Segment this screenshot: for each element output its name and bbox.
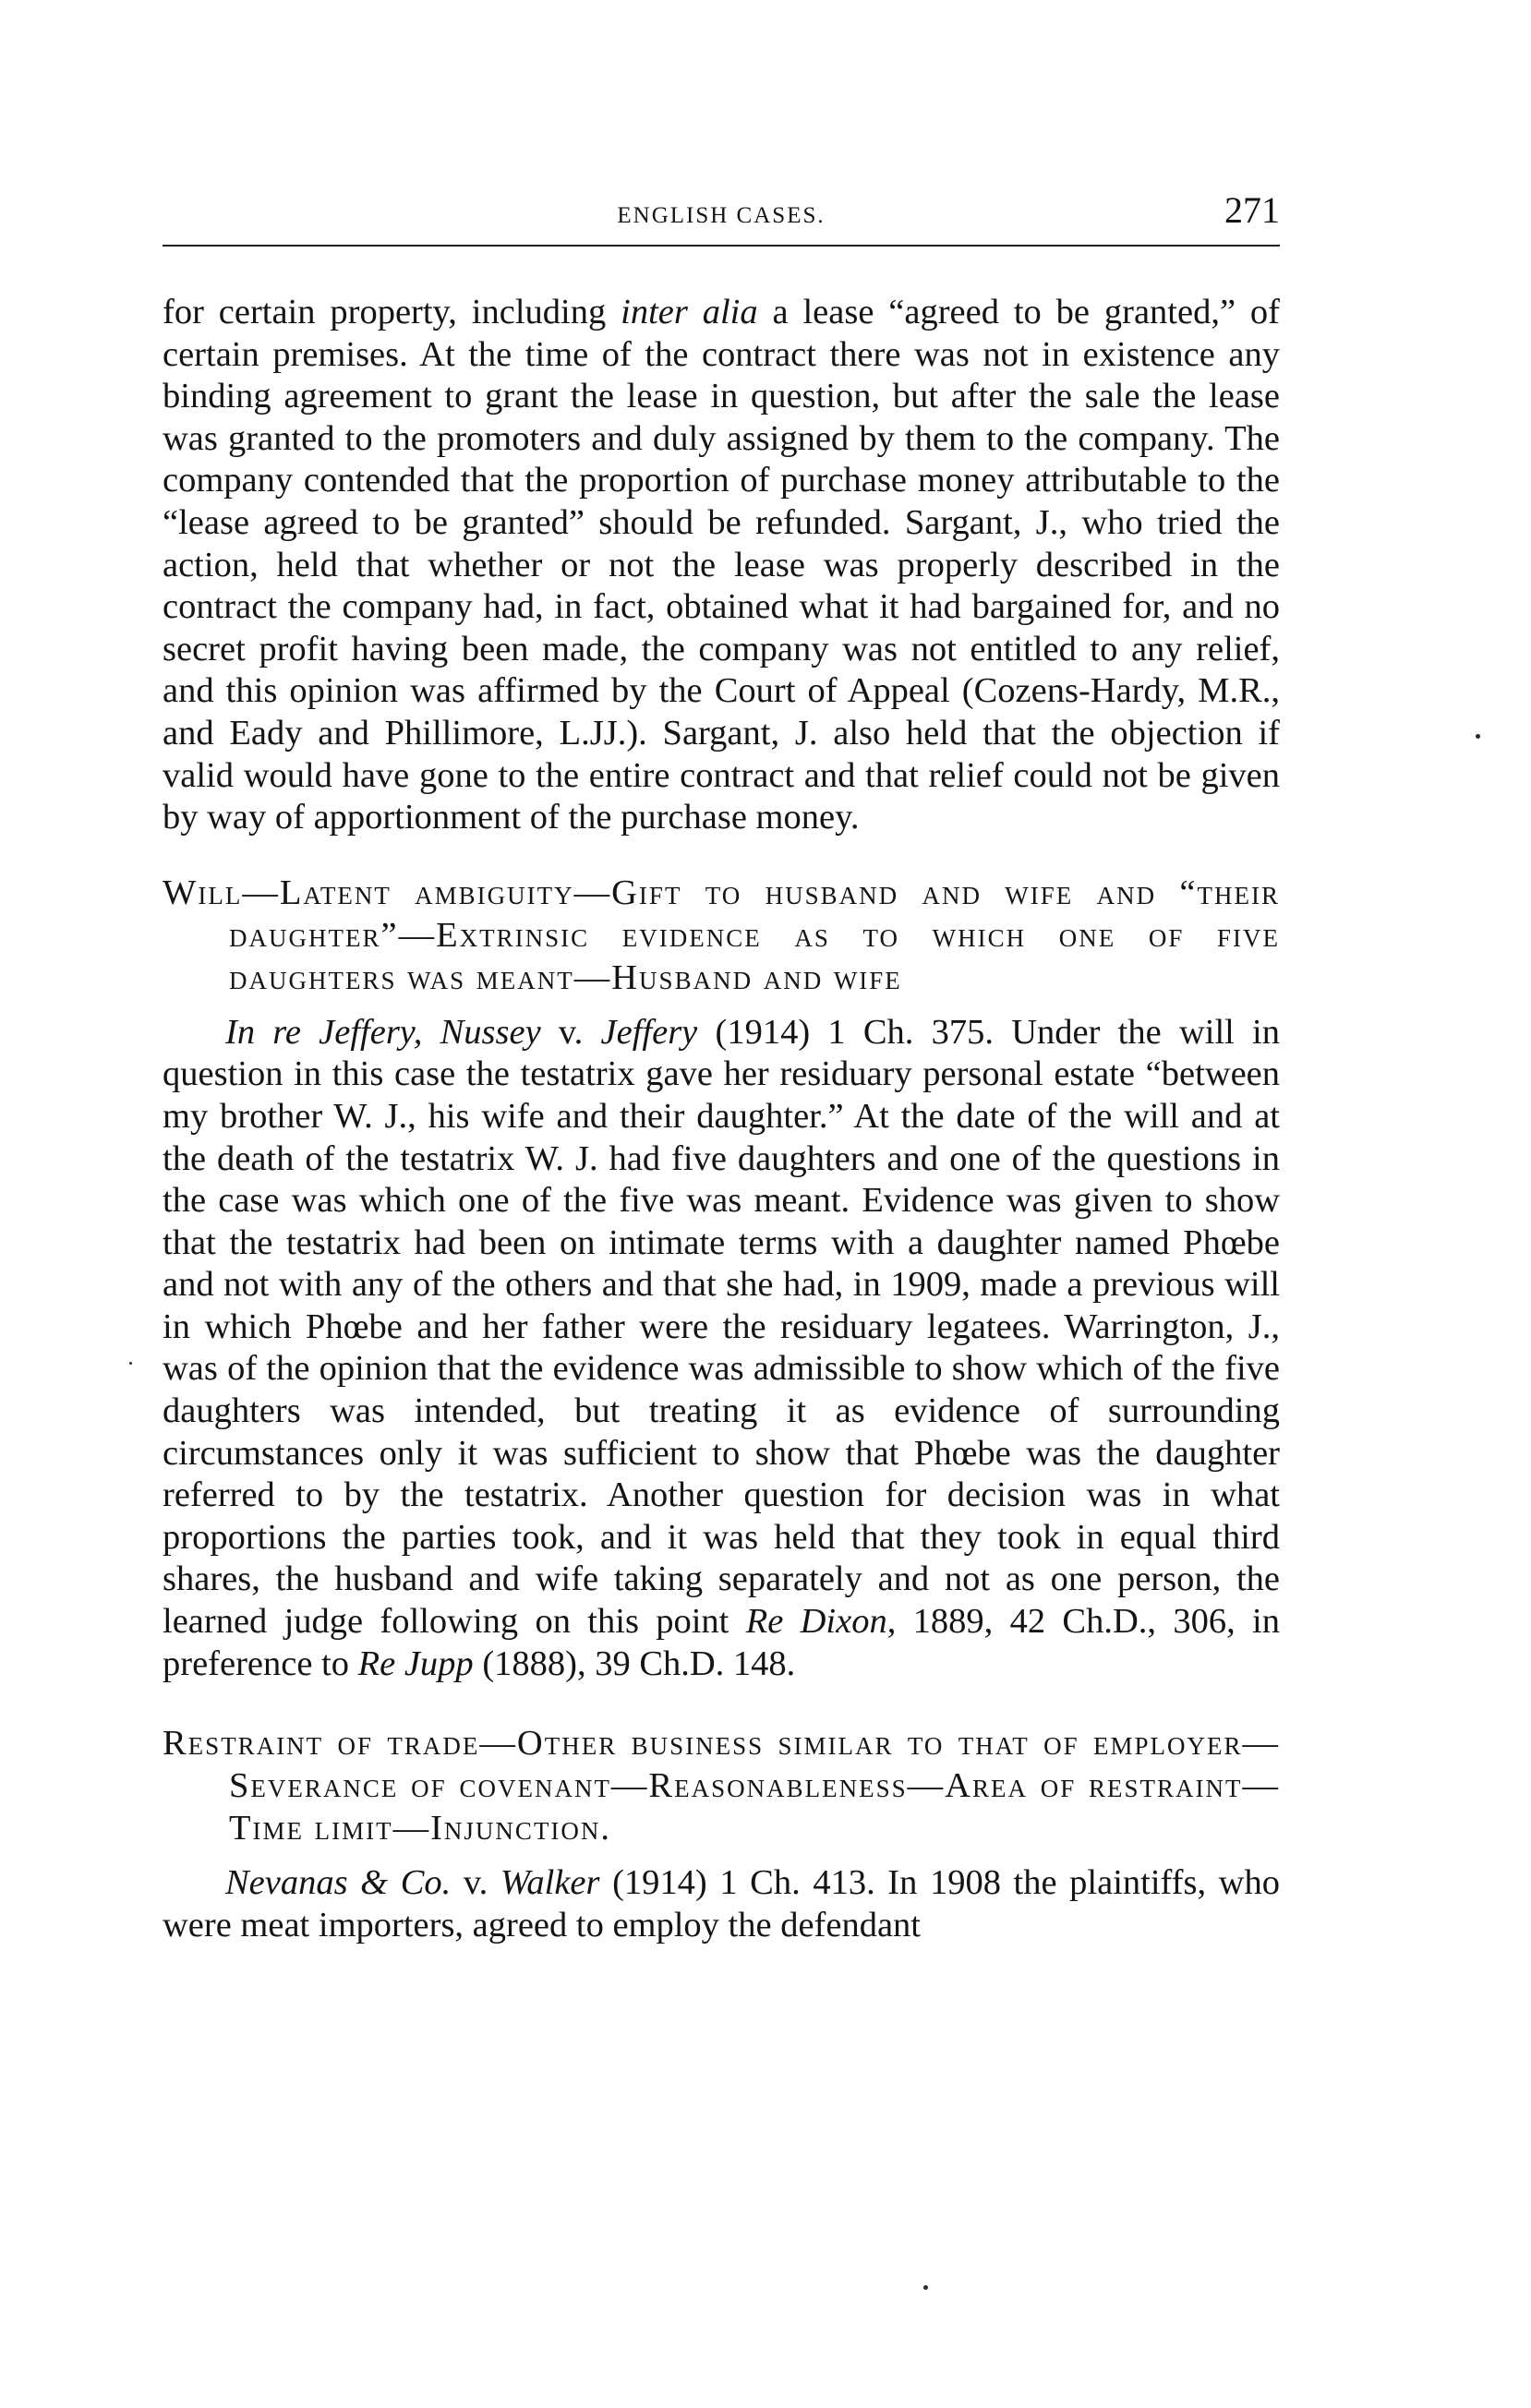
- case-paragraph-nevanas: [163, 1862, 1280, 1946]
- ink-speck: [129, 1362, 132, 1365]
- case-name: Nevanas & Co.: [225, 1863, 452, 1903]
- section-heading-restraint: Restraint of trade—Other business similar to that of employer—Severance of covenant—Reasonableness—Area of restraint—Time limit—Injunction.: [163, 1724, 1280, 1848]
- case-paragraph-jeffery: [163, 1012, 1280, 1686]
- ink-speck: [923, 2285, 928, 2290]
- continuation-paragraph: [163, 292, 1280, 839]
- text-run: for certain property, including: [163, 293, 621, 331]
- header-rule: [163, 245, 1280, 247]
- text-run: (1914) 1 Ch. 375. Under the will in question in this case the testatrix gave her residuary personal estate “between my brother W. J., his wife and their daughter.” At the date of the will and at the death of the testatrix W. J. had five daughters and one of the questions in the case was which one of the five was meant. Evidence was given to show that the testatrix had been on intimate terms with a daughter named Phœbe and not with any of the others and that she had, in 1909, made a previous will in which Phœbe and her father were the residuary legatees. Warrington, J., was of the opinion that the evidence was admissible to show which of the five daughters was intended, but treating it as evidence of surrounding circumstances only it was sufficient to show that Phœbe was the daughter referred to by the testatrix. Another question for decision was in what proportions the parties took, and it was held that they took in equal third shares, the husband and wife taking separately and not as one person, the learned judge following on this point: [163, 1012, 1281, 1642]
- case-name: Jeffery: [600, 1012, 698, 1052]
- case-citation: Re Dixon: [745, 1602, 887, 1642]
- versus: v.: [451, 1863, 500, 1903]
- text-run: a lease “agreed to be granted,” of certain premises. At the time of the contract there was not in existence any binding agreement to grant the lease in question, but after the sale the lease was granted to the promoters and duly assigned by them to the company. The company contended that the proportion of purchase money attributable to the “lease agreed to be granted” should be refunded. Sargant, J., who tried the action, held that whether or not the lease was properly described in the contract the company had, in fact, obtained what it had bargained for, and no secret profit having been made, the company was not entitled to any relief, and this opinion was affirmed by the Court of Appeal (Cozens-Hardy, M.R., and Eady and Phillimore, L.JJ.). Sargant, J. also held that the objection if valid would have gone to the entire contract and that relief could not be given by way of apportionment of the purchase money.: [163, 293, 1281, 837]
- section-heading-will: Will—Latent ambiguity—Gift to husband and wife and “their daughter”—Extrinsic evidence as to which one of five daughters was meant—Husband and wife: [163, 873, 1280, 997]
- case-name: In re Jeffery, Nussey: [225, 1012, 541, 1052]
- versus: v.: [540, 1012, 601, 1052]
- running-head: ENGLISH CASES.: [617, 203, 826, 228]
- ink-speck: [1476, 734, 1480, 739]
- page-header: [163, 189, 1280, 242]
- text-run: (1914) 1 Ch. 413. In 1908 the plaintiffs, who were meat importers, agreed to employ the defendant: [163, 1863, 1280, 1944]
- page-number: 271: [1224, 189, 1280, 231]
- case-name: Walker: [500, 1863, 600, 1903]
- italic-phrase: inter alia: [621, 293, 758, 331]
- text-run: , 1889, 42 Ch.D., 306, in preference to: [163, 1602, 1280, 1683]
- body-text: [163, 292, 1280, 1946]
- case-citation: Re Jupp: [357, 1643, 474, 1683]
- text-run: (1888), 39 Ch.D. 148.: [473, 1643, 796, 1683]
